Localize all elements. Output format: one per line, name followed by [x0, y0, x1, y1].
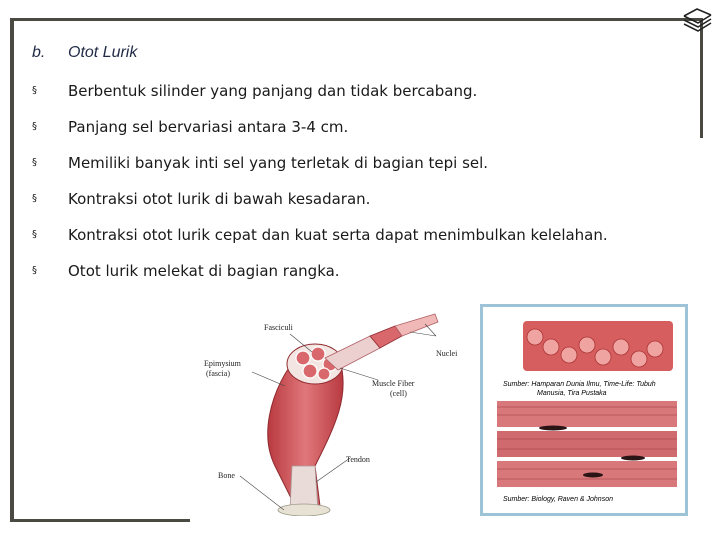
list-item — [32, 82, 692, 118]
label-nuclei: Nuclei — [436, 349, 458, 358]
list-item — [32, 118, 692, 154]
bullet-icon: § — [32, 193, 37, 204]
source-caption-1b: Manusia, Tira Pustaka — [537, 390, 607, 397]
label-fascia: (fascia) — [206, 369, 230, 378]
source-caption-1: Sumber: Hamparan Dunia Ilmu, Time-Life: Tubuh — [503, 381, 656, 388]
list-item — [32, 154, 692, 190]
list-item-text: Memiliki banyak inti sel yang terletak di bagian tepi sel. — [68, 154, 489, 172]
bullet-icon: § — [32, 121, 37, 132]
frame-bottom-bar — [10, 519, 190, 522]
list-item — [32, 262, 692, 298]
micrograph-panel — [480, 304, 688, 516]
label-muscle-fiber: Muscle Fiber — [372, 379, 415, 388]
section-title: Otot Lurik — [68, 44, 138, 61]
label-bone: Bone — [218, 471, 235, 480]
label-tendon: Tendon — [346, 455, 370, 464]
list-item-text: Berbentuk silinder yang panjang dan tidak bercabang. — [68, 82, 478, 100]
frame-right-bar — [700, 18, 703, 138]
bullet-icon: § — [32, 265, 37, 276]
list-item-text: Kontraksi otot lurik cepat dan kuat serta dapat menimbulkan kelelahan. — [68, 226, 608, 244]
feature-list — [32, 82, 692, 298]
section-heading — [32, 44, 137, 62]
bullet-icon: § — [32, 85, 37, 96]
striated-muscle-images — [483, 307, 685, 513]
list-item-text: Panjang sel bervariasi antara 3-4 cm. — [68, 118, 349, 136]
bullet-icon: § — [32, 229, 37, 240]
frame-top-bar — [10, 18, 702, 21]
list-item-text: Otot lurik melekat di bagian rangka. — [68, 262, 340, 280]
list-item — [32, 226, 692, 262]
frame-left-bar — [10, 18, 14, 522]
list-item-text: Kontraksi otot lurik di bawah kesadaran. — [68, 190, 371, 208]
label-cell: (cell) — [390, 389, 407, 398]
source-caption-2: Sumber: Biology, Raven & Johnson — [503, 496, 613, 503]
list-item — [32, 190, 692, 226]
section-number: b. — [32, 44, 46, 61]
label-fasciculi: Fasciculi — [264, 323, 293, 332]
bullet-icon: § — [32, 157, 37, 168]
book-stack-icon — [680, 4, 714, 34]
muscle-anatomy-illustration — [200, 306, 480, 516]
label-epimysium: Epimysium — [204, 359, 241, 368]
